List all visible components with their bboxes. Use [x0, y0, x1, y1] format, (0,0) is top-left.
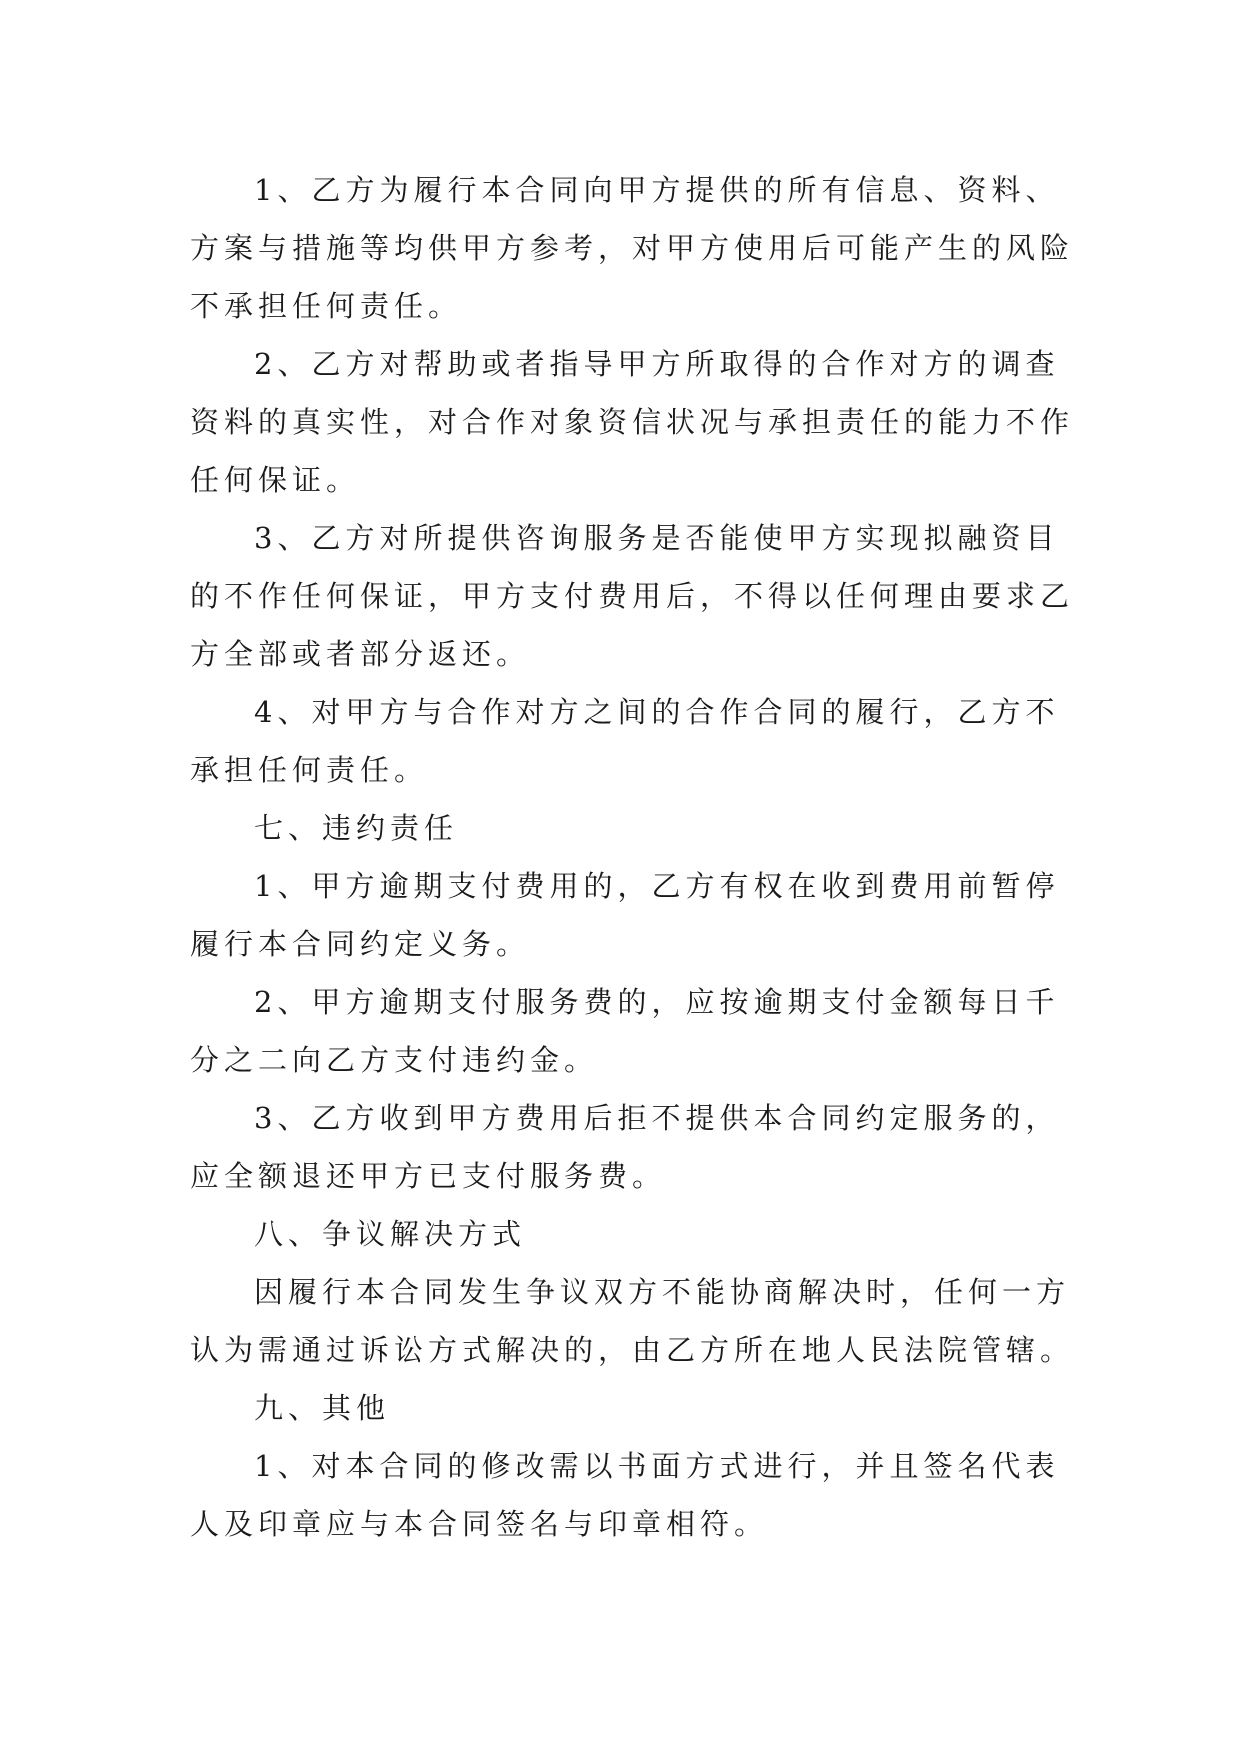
document-body	[190, 161, 1075, 1553]
paragraph-line: 资料的真实性，对合作对象资信状况与承担责任的能力不作	[190, 405, 1075, 439]
paragraph-line-indented: 3、乙方对所提供咨询服务是否能使甲方实现拟融资目	[254, 521, 1060, 555]
paragraph-line: 人及印章应与本合同签名与印章相符。	[190, 1507, 769, 1541]
paragraph-line: 分之二向乙方支付违约金。	[190, 1043, 599, 1077]
paragraph-line-indented: 九、其他	[254, 1391, 391, 1425]
paragraph-line-indented: 2、甲方逾期支付服务费的，应按逾期支付金额每日千	[254, 985, 1060, 1019]
paragraph-line-indented: 七、违约责任	[254, 811, 459, 845]
paragraph-line: 不承担任何责任。	[190, 289, 463, 323]
paragraph-line-indented: 1、对本合同的修改需以书面方式进行，并且签名代表	[254, 1449, 1060, 1483]
paragraph-line: 应全额退还甲方已支付服务费。	[190, 1159, 667, 1193]
paragraph-line: 认为需通过诉讼方式解决的，由乙方所在地人民法院管辖。	[190, 1333, 1075, 1367]
paragraph-line-indented: 八、争议解决方式	[254, 1217, 527, 1251]
paragraph-line-indented: 1、乙方为履行本合同向甲方提供的所有信息、资料、	[254, 173, 1060, 207]
paragraph-line: 方全部或者部分返还。	[190, 637, 531, 671]
paragraph-line-indented: 3、乙方收到甲方费用后拒不提供本合同约定服务的，	[254, 1101, 1060, 1135]
paragraph-line-indented: 2、乙方对帮助或者指导甲方所取得的合作对方的调查	[254, 347, 1060, 381]
paragraph-line-indented: 1、甲方逾期支付费用的，乙方有权在收到费用前暂停	[254, 869, 1060, 903]
paragraph-line: 的不作任何保证，甲方支付费用后，不得以任何理由要求乙	[190, 579, 1075, 613]
paragraph-line: 承担任何责任。	[190, 753, 429, 787]
paragraph-line: 任何保证。	[190, 463, 361, 497]
paragraph-line: 履行本合同约定义务。	[190, 927, 531, 961]
paragraph-line-indented: 4、对甲方与合作对方之间的合作合同的履行，乙方不	[254, 695, 1060, 729]
paragraph-line-indented: 因履行本合同发生争议双方不能协商解决时，任何一方	[254, 1275, 1071, 1309]
paragraph-line: 方案与措施等均供甲方参考，对甲方使用后可能产生的风险	[190, 231, 1075, 265]
